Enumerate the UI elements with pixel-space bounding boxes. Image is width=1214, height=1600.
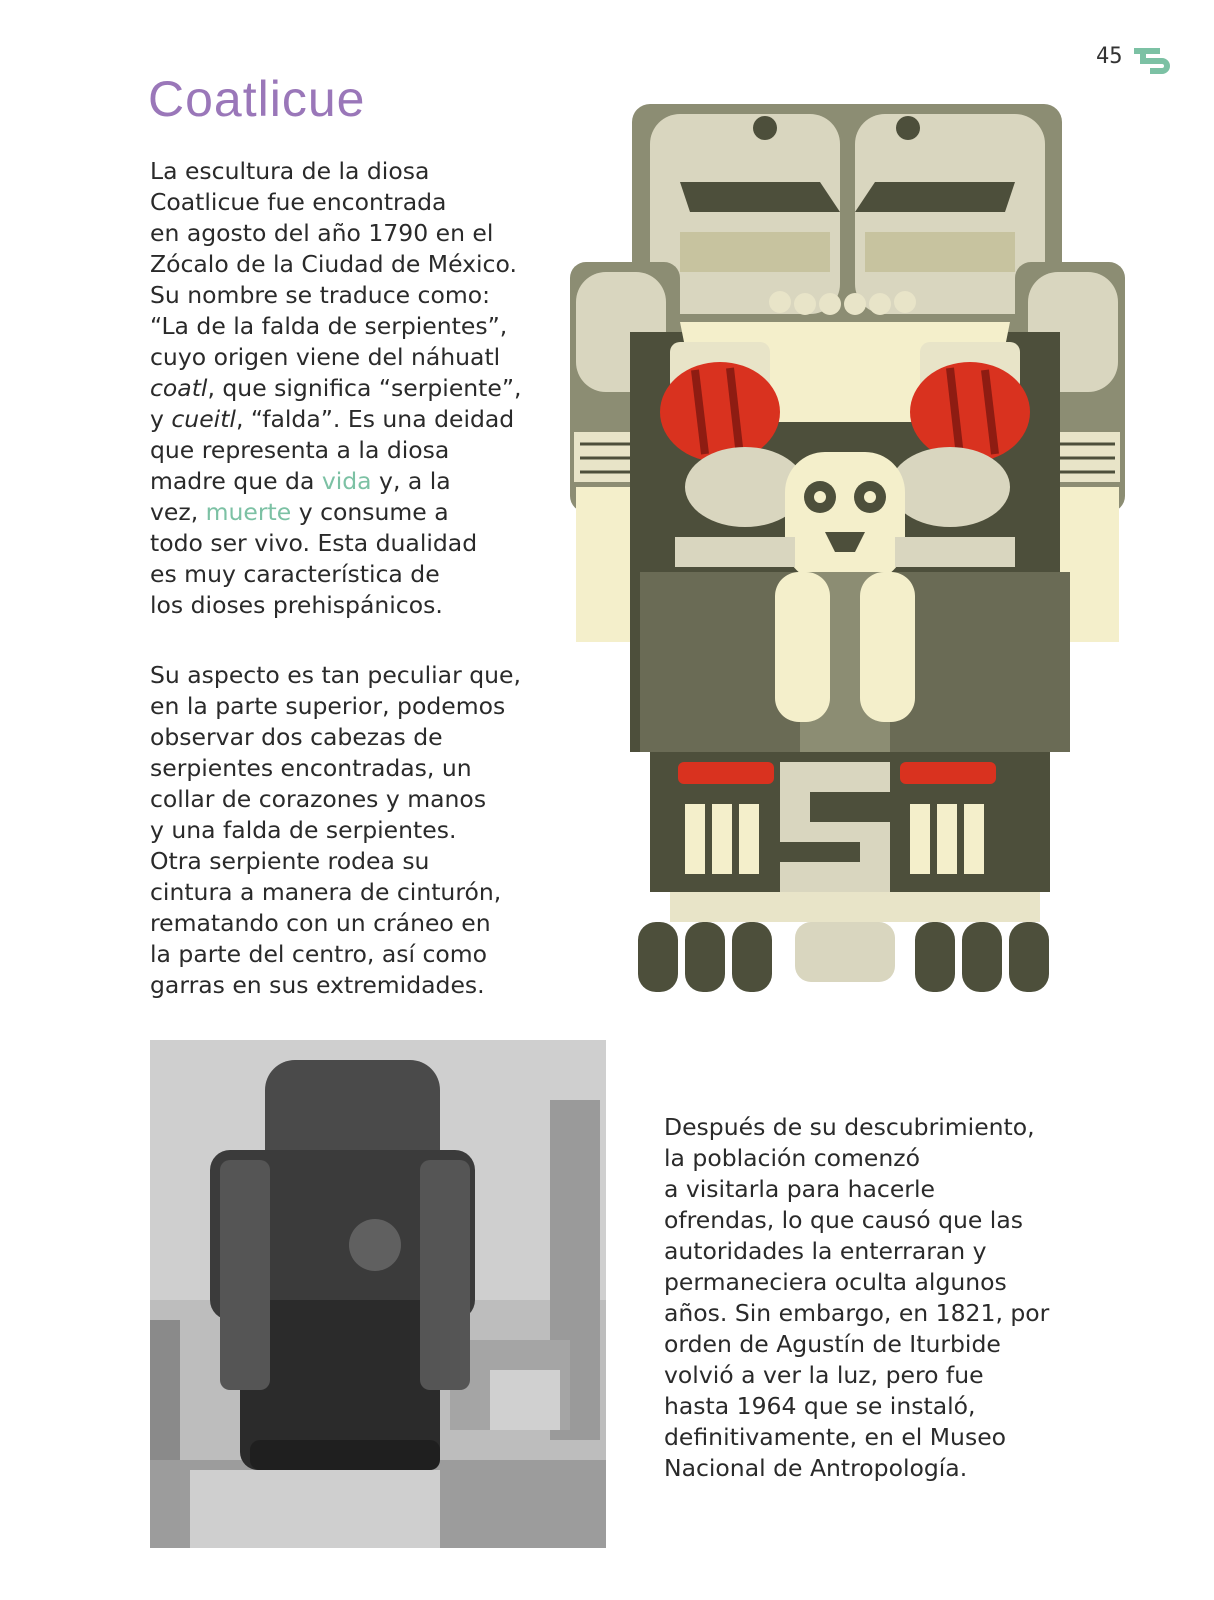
text-segment: a visitarla para hacerle	[664, 1175, 935, 1203]
text-line	[664, 1143, 1049, 1174]
text-segment: Zócalo de la Ciudad de México.	[150, 250, 517, 278]
text-segment: permaneciera oculta algunos	[664, 1268, 1007, 1296]
text-line	[150, 784, 521, 815]
text-segment: que representa a la diosa	[150, 436, 450, 464]
text-segment: garras en sus extremidades.	[150, 971, 485, 999]
text-segment: serpientes encontradas, un	[150, 754, 472, 782]
text-segment: hasta 1964 que se instaló,	[664, 1392, 976, 1420]
text-segment: observar dos cabezas de	[150, 723, 443, 751]
text-segment: Coatlicue fue encontrada	[150, 188, 447, 216]
text-line	[150, 187, 522, 218]
text-segment: Nacional de Antropología.	[664, 1454, 968, 1482]
text-segment: los dioses prehispánicos.	[150, 591, 443, 619]
text-line	[664, 1205, 1049, 1236]
text-line	[150, 877, 521, 908]
text-segment: orden de Agustín de Iturbide	[664, 1330, 1001, 1358]
text-line	[150, 559, 522, 590]
text-segment: , “falda”. Es una deidad	[235, 405, 515, 433]
text-line	[150, 939, 521, 970]
nahuatl-term: coatl	[150, 374, 208, 402]
paragraph-history	[664, 1112, 1049, 1484]
text-line	[150, 815, 521, 846]
text-line	[664, 1360, 1049, 1391]
text-segment: y consume a	[291, 498, 449, 526]
page-title: Coatlicue	[148, 71, 366, 127]
text-line	[150, 311, 522, 342]
text-line	[150, 404, 522, 435]
text-segment: volvió a ver la luz, pero fue	[664, 1361, 984, 1389]
text-line	[150, 722, 521, 753]
page-number: 45	[1096, 44, 1123, 69]
coatlicue-sculpture-photo	[150, 1040, 606, 1548]
text-line	[664, 1112, 1049, 1143]
text-segment: en agosto del año 1790 en el	[150, 219, 494, 247]
text-line	[150, 435, 522, 466]
text-line	[664, 1453, 1049, 1484]
text-line	[150, 156, 522, 187]
text-line	[150, 466, 522, 497]
text-segment: collar de corazones y manos	[150, 785, 487, 813]
text-segment: y	[150, 405, 172, 433]
text-segment: madre que da	[150, 467, 322, 495]
text-line	[150, 218, 522, 249]
text-segment: en la parte superior, podemos	[150, 692, 506, 720]
text-line	[150, 373, 522, 404]
text-segment: la parte del centro, así como	[150, 940, 488, 968]
text-line	[664, 1236, 1049, 1267]
nahuatl-term: cueitl	[171, 405, 236, 433]
text-line	[150, 497, 522, 528]
text-segment: Su nombre se traduce como:	[150, 281, 491, 309]
text-segment: vez,	[150, 498, 206, 526]
text-segment: y, a la	[371, 467, 451, 495]
highlighted-word: vida	[321, 467, 372, 495]
text-line	[150, 691, 521, 722]
text-segment: definitivamente, en el Museo	[664, 1423, 1007, 1451]
text-line	[664, 1298, 1049, 1329]
text-line	[150, 846, 521, 877]
text-line	[150, 528, 522, 559]
text-segment: cuyo origen viene del náhuatl	[150, 343, 501, 371]
text-line	[664, 1174, 1049, 1205]
highlighted-word: muerte	[205, 498, 292, 526]
text-segment: La escultura de la diosa	[150, 157, 430, 185]
text-segment: es muy característica de	[150, 560, 440, 588]
text-line	[150, 590, 522, 621]
text-segment: ofrendas, lo que causó que las	[664, 1206, 1023, 1234]
text-segment: años. Sin embargo, en 1821, por	[664, 1299, 1050, 1327]
text-segment: “La de la falda de serpientes”,	[150, 312, 508, 340]
text-segment: Su aspecto es tan peculiar que,	[150, 661, 521, 689]
text-line	[664, 1329, 1049, 1360]
paragraph-appearance	[150, 660, 521, 1001]
serpent-glyph-icon	[1132, 42, 1172, 76]
text-segment: Después de su descubrimiento,	[664, 1113, 1035, 1141]
text-segment: cintura a manera de cinturón,	[150, 878, 502, 906]
text-segment: todo ser vivo. Esta dualidad	[150, 529, 478, 557]
coatlicue-illustration	[570, 92, 1140, 1002]
text-line	[664, 1267, 1049, 1298]
text-line	[150, 908, 521, 939]
text-segment: autoridades la enterraran y	[664, 1237, 987, 1265]
text-line	[150, 342, 522, 373]
text-segment: Otra serpiente rodea su	[150, 847, 430, 875]
text-line	[150, 249, 522, 280]
text-line	[150, 280, 522, 311]
text-segment: rematando con un cráneo en	[150, 909, 491, 937]
text-line	[664, 1391, 1049, 1422]
text-segment: y una falda de serpientes.	[150, 816, 457, 844]
paragraph-discovery	[150, 156, 522, 621]
text-line	[150, 970, 521, 1001]
text-line	[150, 660, 521, 691]
text-segment: , que significa “serpiente”,	[207, 374, 522, 402]
text-segment: la población comenzó	[664, 1144, 920, 1172]
text-line	[150, 753, 521, 784]
text-line	[664, 1422, 1049, 1453]
